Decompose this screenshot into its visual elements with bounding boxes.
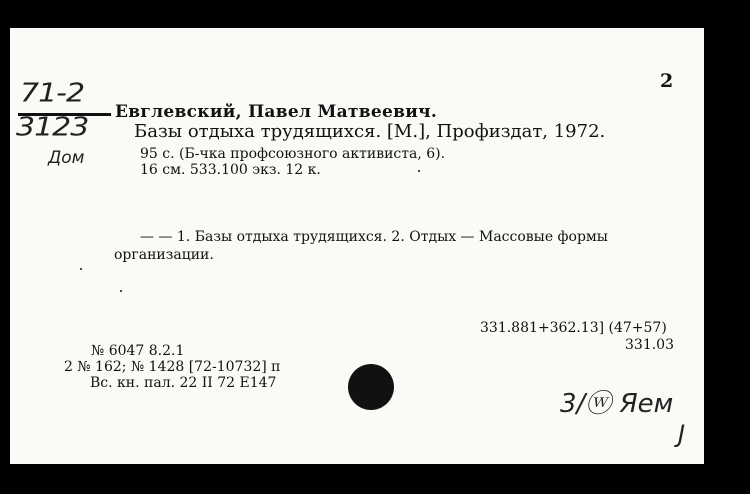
handwritten-shelfmark-top: 71-2 (20, 78, 85, 109)
record-chamber-line: Вс. кн. пал. 22 II 72 Е147 (90, 375, 277, 391)
title-imprint-line: Базы отдыха трудящихся. [М.], Профиздат, 1972. (134, 121, 606, 142)
subject-headings-line-2: организации. (114, 247, 214, 263)
speck (120, 290, 122, 292)
punch-hole (348, 364, 394, 410)
handwritten-check-mark: J (678, 420, 686, 448)
handwritten-shelfmark-bottom: 3123 (16, 112, 89, 143)
handwritten-copies-note: 3/ⓦ Яем (560, 389, 674, 419)
handwritten-initials: Дом (48, 148, 85, 168)
catalog-card (10, 28, 704, 464)
card-corner-number: 2 (660, 70, 674, 92)
subject-headings-line-1: — — 1. Базы отдыха трудящихся. 2. Отдых — Массовые формы (140, 229, 608, 245)
collation-line-1: 95 с. (Б-чка профсоюзного активиста, 6). (140, 146, 446, 162)
classification-line-1: 331.881+362.13] (47+57) (480, 320, 667, 336)
collation-line-2: 16 см. 533.100 экз. 12 к. (140, 162, 321, 178)
classification-line-2: 331.03 (625, 337, 674, 353)
speck (80, 268, 82, 270)
speck (418, 170, 420, 172)
record-register-line: 2 № 162; № 1428 [72-10732] п (64, 359, 281, 375)
record-number-line: № 6047 8.2.1 (91, 343, 185, 359)
author-heading: Евглевский, Павел Матвеевич. (115, 102, 438, 122)
